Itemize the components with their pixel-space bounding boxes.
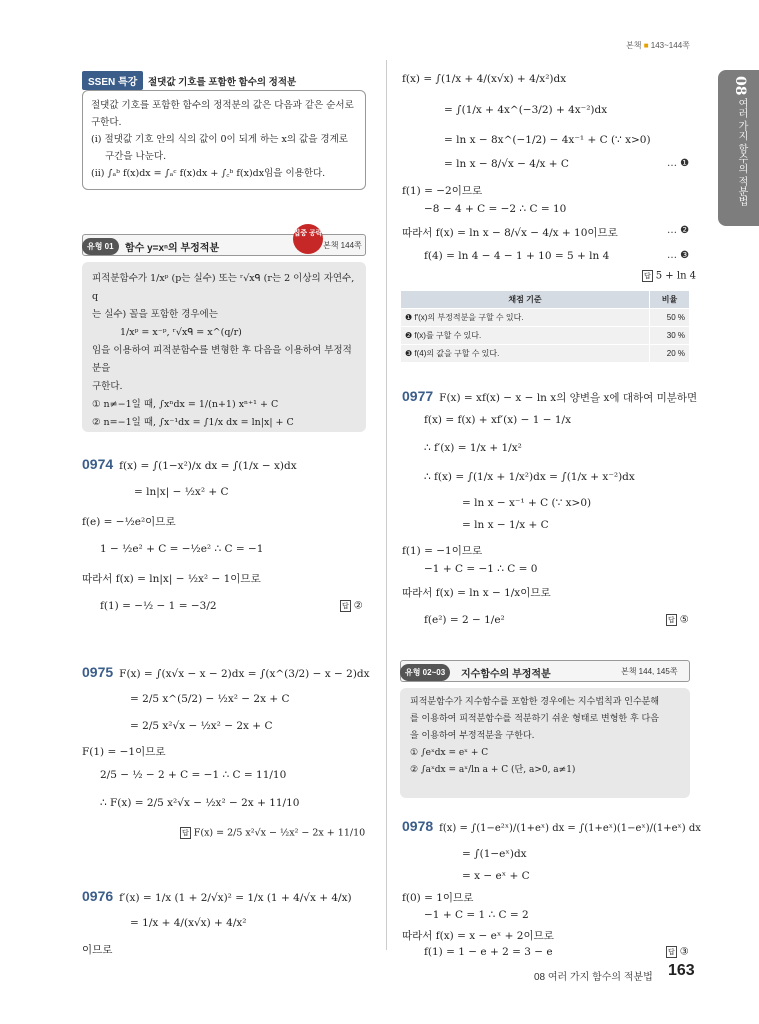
problem-0977-line: f(x) = f(x) + xf′(x) − 1 − 1/x bbox=[424, 414, 572, 426]
problem-0976-answer bbox=[642, 270, 696, 282]
problem-number: 0976 bbox=[82, 888, 114, 904]
type01-box-line: 1/xᵖ = x⁻ᵖ, ʳ√xᑫ = x^(q/r) bbox=[120, 327, 242, 338]
answer-value: ③ bbox=[679, 946, 689, 958]
ssen-line: 구한다. bbox=[91, 117, 122, 128]
step-marker-2: … ❷ bbox=[667, 225, 690, 236]
type0203-header bbox=[400, 660, 690, 682]
problem-0974-answer bbox=[340, 600, 363, 612]
problem-0977-line: f(e²) = 2 − 1/e² bbox=[424, 614, 505, 626]
problem-0978-line: f(1) = 1 − e + 2 = 3 − e bbox=[424, 946, 553, 958]
problem-0976-line: f(4) = ln 4 − 4 − 1 + 10 = 5 + ln 4 bbox=[424, 250, 610, 262]
focus-badge-text: 집중 공략 bbox=[293, 230, 323, 237]
problem-0978-line-1 bbox=[402, 818, 701, 834]
focus-badge bbox=[293, 224, 323, 254]
problem-0978-text: f(x) = ∫(1−e²ˣ)/(1+eˣ) dx = ∫(1+eˣ)(1−eˣ)/(1+eˣ) dx bbox=[439, 823, 701, 834]
table-row bbox=[401, 327, 690, 345]
grading-ratio: 20 % bbox=[650, 345, 690, 363]
grading-table bbox=[400, 290, 690, 363]
step-marker-1: … ❶ bbox=[667, 158, 690, 169]
problem-0974-line: 따라서 f(x) = ln|x| − ½x² − 1이므로 bbox=[82, 573, 261, 585]
ssen-box bbox=[82, 90, 366, 190]
ref-prefix: 본책 bbox=[626, 41, 642, 50]
problem-0976-line: 따라서 f(x) = ln x − 8/√x − 4/x + 10이므로 bbox=[402, 227, 618, 239]
problem-0976-line: = ln x − 8/√x − 4/x + C bbox=[444, 158, 569, 170]
problem-0976-line: 이므로 bbox=[82, 944, 113, 956]
problem-0974-line: f(e) = −½e²이므로 bbox=[82, 516, 176, 528]
problem-0977-line: −1 + C = −1 ∴ C = 0 bbox=[424, 563, 538, 575]
problem-0974-line: 1 − ½e² + C = −½e² ∴ C = −1 bbox=[100, 543, 264, 555]
ssen-title: 절댓값 기호를 포함한 함수의 정적분 bbox=[148, 77, 297, 88]
grading-criterion: ❷ f(x)를 구할 수 있다. bbox=[401, 327, 650, 345]
type01-badge: 유형 01 bbox=[82, 238, 119, 255]
problem-number: 0975 bbox=[82, 664, 114, 680]
problem-0977-line: = ln x − 1/x + C bbox=[462, 519, 549, 531]
problem-0975-line: = 2/5 x²√x − ½x² − 2x + C bbox=[130, 720, 273, 732]
problem-0974-text: f(x) = ∫(1−x²)/x dx = ∫(1/x − x)dx bbox=[119, 460, 297, 472]
top-page-reference bbox=[626, 40, 690, 51]
problem-0978-answer bbox=[666, 946, 689, 958]
type0203-box-line: 피적분함수가 지수함수를 포함한 경우에는 지수법칙과 인수분해 bbox=[410, 697, 660, 707]
answer-mark-icon: 답 bbox=[180, 827, 191, 839]
grading-header: 채점 기준 bbox=[401, 291, 650, 309]
problem-0975-answer bbox=[180, 827, 365, 839]
problem-0977-line: ∴ f(x) = ∫(1/x + 1/x²)dx = ∫(1/x + x⁻²)dx bbox=[424, 471, 635, 483]
problem-0976-text: f′(x) = 1/x (1 + 2/√x)² = 1/x (1 + 4/√x + 4/x) bbox=[119, 892, 352, 904]
problem-0975-line: ∴ F(x) = 2/5 x²√x − ½x² − 2x + 11/10 bbox=[100, 797, 300, 809]
problem-0978-line: = x − eˣ + C bbox=[462, 870, 530, 882]
type0203-box bbox=[400, 688, 690, 798]
type01-box-line: 구한다. bbox=[92, 381, 123, 392]
type0203-box-line: ② ∫aˣdx = aˣ/ln a + C (단, a>0, a≠1) bbox=[410, 765, 576, 775]
answer-mark-icon: 답 bbox=[666, 946, 677, 958]
table-row bbox=[401, 345, 690, 363]
ssen-line: (i) 절댓값 기호 안의 식의 값이 0이 되게 하는 x의 값을 경계로 bbox=[91, 134, 348, 145]
chapter-tab[interactable] bbox=[718, 70, 759, 226]
chapter-number: 08 bbox=[732, 76, 748, 96]
grading-criterion: ❸ f(4)의 값을 구할 수 있다. bbox=[401, 345, 650, 363]
problem-number: 0978 bbox=[402, 818, 434, 834]
type0203-title: 지수함수의 부정적분 bbox=[461, 669, 551, 680]
type01-box-line: ① n≠−1일 때, ∫xⁿdx = 1/(n+1) xⁿ⁺¹ + C bbox=[92, 399, 279, 410]
chapter-title: 여러 가지 함수의 적분법 bbox=[736, 98, 747, 207]
column-divider bbox=[386, 60, 387, 950]
problem-0974-line: = ln|x| − ½x² + C bbox=[134, 486, 229, 498]
answer-mark-icon: 답 bbox=[340, 600, 351, 612]
type01-ref: 본책 144쪽 bbox=[323, 241, 362, 250]
answer-mark-icon: 답 bbox=[642, 270, 653, 282]
problem-0978-line: 따라서 f(x) = x − eˣ + 2이므로 bbox=[402, 930, 554, 942]
problem-0978-line: = ∫(1−eˣ)dx bbox=[462, 848, 527, 860]
grading-header: 비율 bbox=[650, 291, 690, 309]
grading-ratio: 30 % bbox=[650, 327, 690, 345]
ssen-heading bbox=[82, 71, 143, 90]
type0203-ref: 본책 144, 145쪽 bbox=[621, 667, 678, 676]
problem-0976-line: −8 − 4 + C = −2 ∴ C = 10 bbox=[424, 203, 567, 215]
page-number: 163 bbox=[668, 962, 695, 979]
problem-0975-line: = 2/5 x^(5/2) − ½x² − 2x + C bbox=[130, 693, 290, 705]
type01-box-line: ② n=−1일 때, ∫x⁻¹dx = ∫1/x dx = ln|x| + C bbox=[92, 417, 294, 428]
problem-0974-line: f(1) = −½ − 1 = −3/2 bbox=[100, 600, 217, 612]
problem-0977-line: = ln x − x⁻¹ + C (∵ x>0) bbox=[462, 497, 592, 509]
grading-header-row bbox=[401, 291, 690, 309]
problem-0977-text: F(x) = xf(x) − x − ln x의 양변을 x에 대하여 미분하면 bbox=[439, 392, 698, 404]
ssen-line: 구간을 나눈다. bbox=[105, 151, 167, 162]
problem-number: 0974 bbox=[82, 456, 114, 472]
problem-0977-line: 따라서 f(x) = ln x − 1/x이므로 bbox=[402, 587, 551, 599]
type0203-box-line: 을 이용하여 부정적분을 구한다. bbox=[410, 731, 535, 741]
type0203-box-line: 를 이용하여 피적분함수를 적분하기 쉬운 형태로 변형한 후 다음 bbox=[410, 714, 659, 724]
type0203-box-line: ① ∫eˣdx = eˣ + C bbox=[410, 748, 489, 758]
footer-chapter: 08 여러 가지 함수의 적분법 bbox=[534, 972, 653, 983]
type0203-badge: 유형 02~03 bbox=[400, 664, 450, 681]
ref-pages: 143~144쪽 bbox=[650, 41, 690, 50]
type01-box-line: 피적분함수가 1/xᵖ (p는 실수) 또는 ʳ√xᑫ (r는 2 이상의 자연수, q bbox=[92, 273, 355, 302]
problem-0977-line: f(1) = −1이므로 bbox=[402, 545, 483, 557]
type01-header bbox=[82, 234, 366, 256]
answer-value: ② bbox=[353, 600, 363, 612]
answer-mark-icon: 답 bbox=[666, 614, 677, 626]
type01-title: 함수 y=xⁿ의 부정적분 bbox=[125, 243, 220, 254]
problem-0975-text: F(x) = ∫(x√x − x − 2)dx = ∫(x^(3/2) − x − 2)dx bbox=[119, 668, 370, 680]
problem-0976-line: = ln x − 8x^(−1/2) − 4x⁻¹ + C (∵ x>0) bbox=[444, 134, 651, 146]
problem-0975-line: 2/5 − ½ − 2 + C = −1 ∴ C = 11/10 bbox=[100, 769, 287, 781]
ssen-line: 절댓값 기호를 포함한 함수의 정적분의 값은 다음과 같은 순서로 bbox=[91, 100, 354, 111]
problem-number: 0977 bbox=[402, 388, 434, 404]
answer-value: ⑤ bbox=[679, 614, 689, 626]
answer-value: 5 + ln 4 bbox=[655, 270, 697, 282]
problem-0975-line: F(1) = −1이므로 bbox=[82, 746, 166, 758]
grading-criterion: ❶ f′(x)의 부정적분을 구할 수 있다. bbox=[401, 309, 650, 327]
ref-square-icon: ■ bbox=[643, 41, 649, 50]
problem-0977-answer bbox=[666, 614, 689, 626]
problem-0977-line-1 bbox=[402, 388, 697, 405]
problem-0976-line-1 bbox=[82, 888, 352, 904]
problem-0978-line: −1 + C = 1 ∴ C = 2 bbox=[424, 909, 529, 921]
ssen-badge: SSEN 특강 bbox=[82, 71, 143, 90]
problem-0976-line: f(1) = −2이므로 bbox=[402, 185, 483, 197]
type01-box-line: 임을 이용하여 피적분함수를 변형한 후 다음을 이용하여 부정적분을 bbox=[92, 345, 352, 374]
answer-value: F(x) = 2/5 x²√x − ½x² − 2x + 11/10 bbox=[193, 827, 366, 839]
step-marker-3: … ❸ bbox=[667, 250, 690, 261]
table-row bbox=[401, 309, 690, 327]
problem-0975-line-1 bbox=[82, 664, 370, 680]
type01-box-line: 는 실수) 꼴을 포함한 경우에는 bbox=[92, 309, 218, 320]
problem-0976-line: = ∫(1/x + 4x^(−3/2) + 4x⁻²)dx bbox=[444, 104, 608, 116]
problem-0977-line: ∴ f′(x) = 1/x + 1/x² bbox=[424, 442, 522, 454]
problem-0976-line: = 1/x + 4/(x√x) + 4/x² bbox=[130, 917, 247, 929]
ssen-line: (ii) ∫ₐᵇ f(x)dx = ∫ₐᶜ f(x)dx + ∫꜀ᵇ f(x)dx임을 이용한다. bbox=[91, 168, 326, 179]
grading-ratio: 50 % bbox=[650, 309, 690, 327]
problem-0976-line: f(x) = ∫(1/x + 4/(x√x) + 4/x²)dx bbox=[402, 73, 567, 85]
problem-0974-line-1 bbox=[82, 456, 297, 472]
type01-box bbox=[82, 262, 366, 432]
problem-0978-line: f(0) = 1이므로 bbox=[402, 892, 474, 904]
